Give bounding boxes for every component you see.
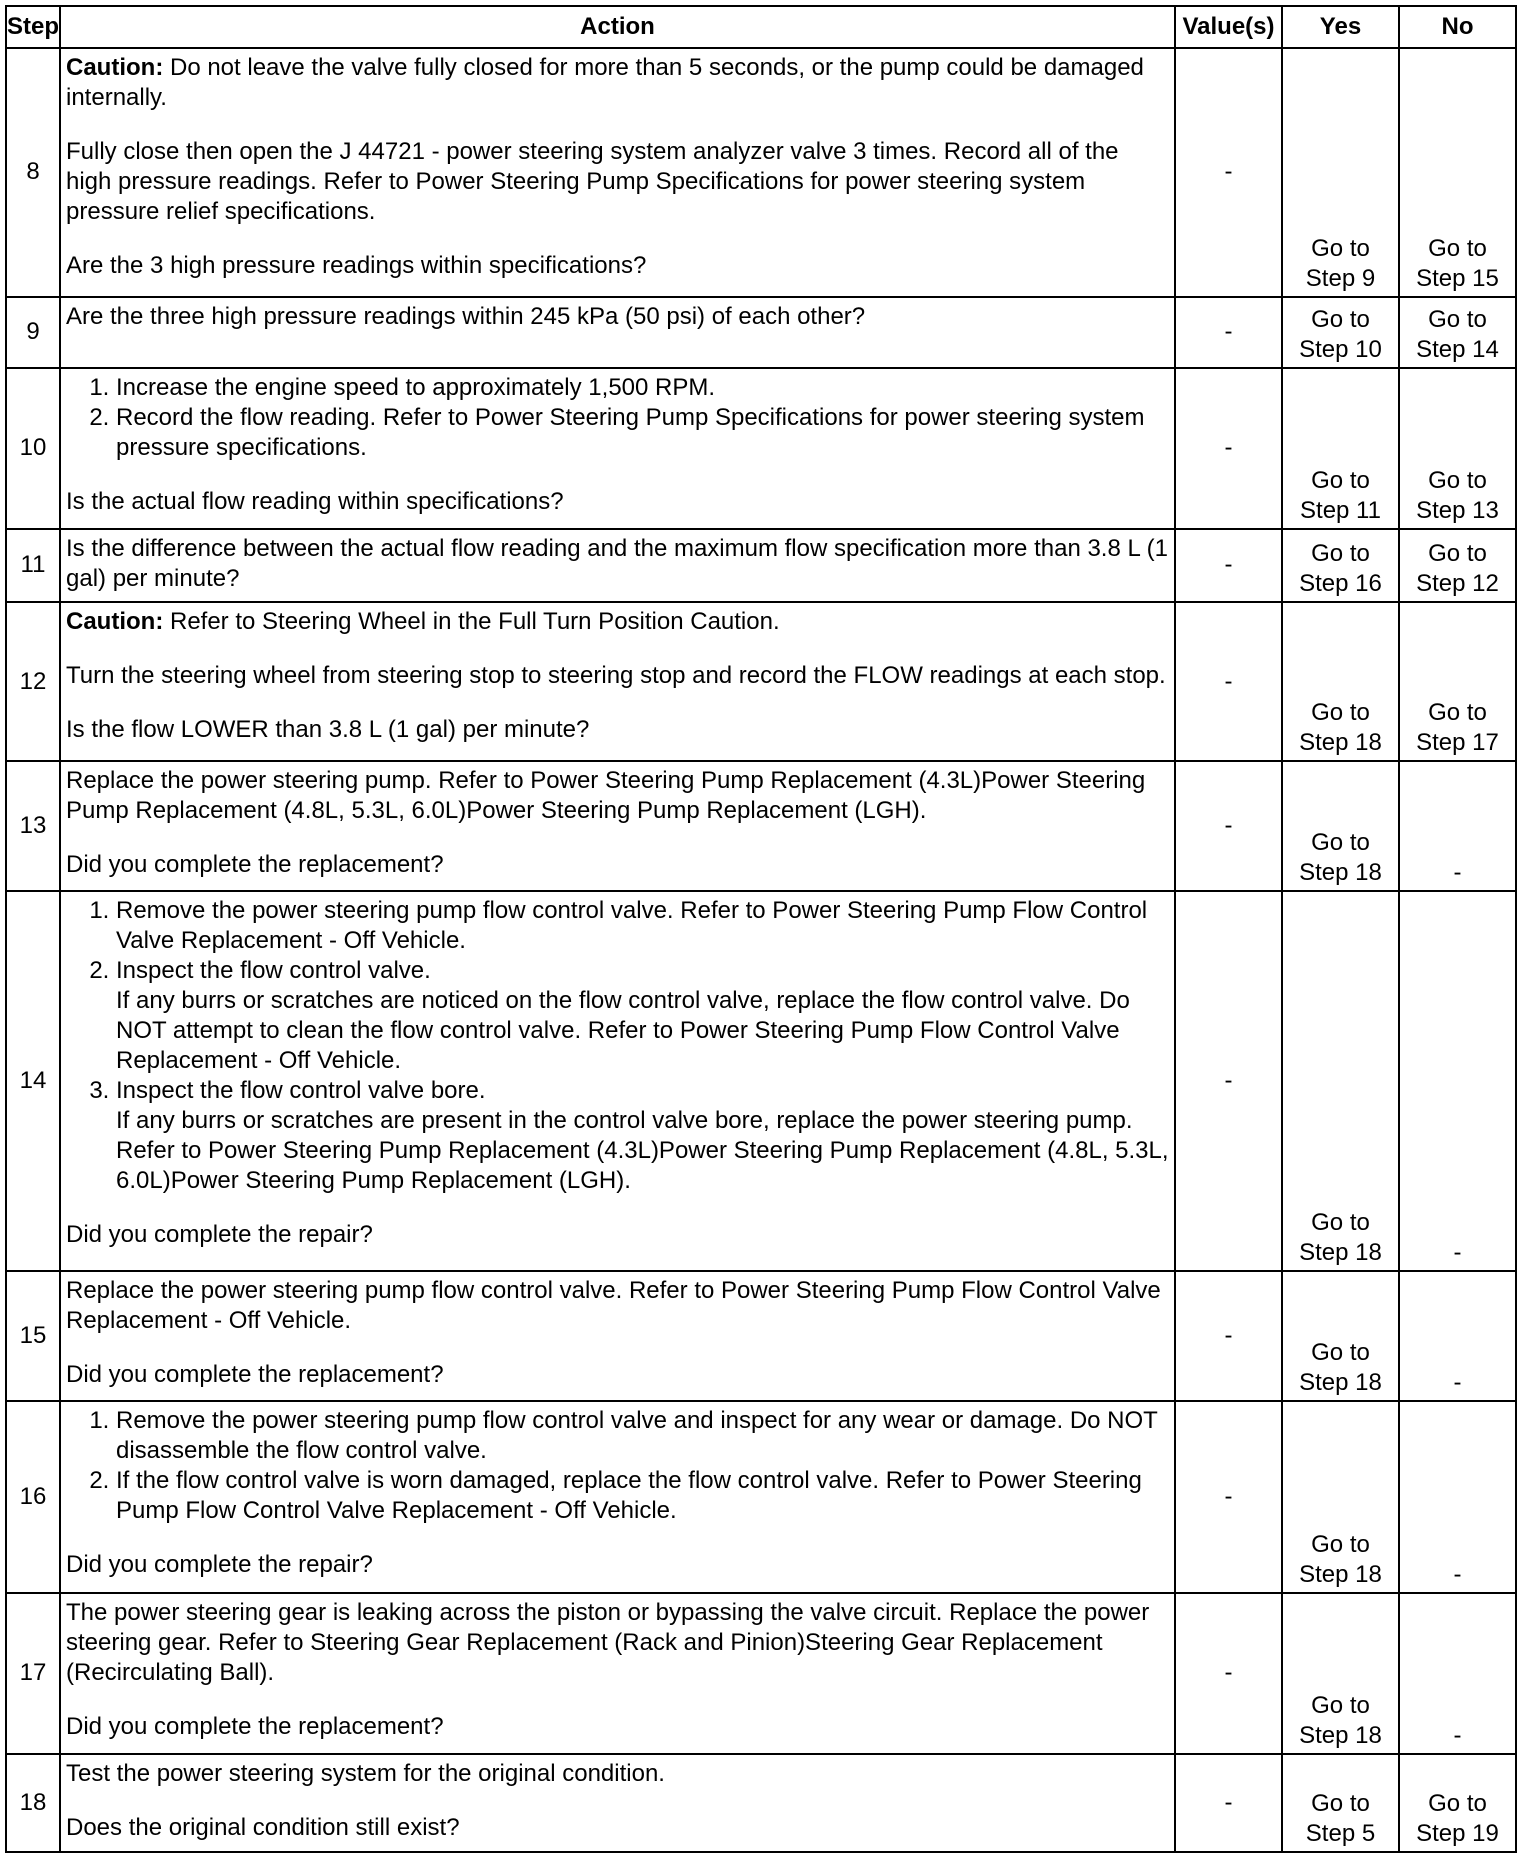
action-cell xyxy=(60,761,1175,891)
no-goto: - xyxy=(1453,1721,1462,1749)
value-cell: - xyxy=(1175,368,1282,529)
yes-goto: Step 16 xyxy=(1299,569,1382,597)
no-goto: Step 14 xyxy=(1416,335,1499,363)
action-cell xyxy=(60,1593,1175,1754)
no-cell xyxy=(1399,1593,1516,1754)
step-number: 18 xyxy=(6,1754,60,1852)
table-row xyxy=(6,297,1516,368)
yes-goto: Step 18 xyxy=(1299,1560,1382,1588)
table-row xyxy=(6,602,1516,762)
header-row xyxy=(6,6,1516,48)
yes-goto: Step 18 xyxy=(1299,1721,1382,1749)
step-number: 11 xyxy=(6,529,60,602)
action-question: Is the difference between the actual flow reading and the maximum flow specification more than 3.8 L (1 gal) per minute? xyxy=(66,534,1168,592)
no-goto: - xyxy=(1453,1368,1462,1396)
no-goto: Step 15 xyxy=(1416,264,1499,292)
action-text: Turn the steering wheel from steering stop to steering stop and record the FLOW readings at each stop. xyxy=(66,661,1166,689)
no-goto: - xyxy=(1453,1560,1462,1588)
no-goto: Go to xyxy=(1428,699,1487,727)
step-number: 8 xyxy=(6,48,60,297)
action-question: Are the 3 high pressure readings within specifications? xyxy=(66,252,647,279)
yes-goto: Step 18 xyxy=(1299,729,1382,757)
no-goto: Step 19 xyxy=(1416,1820,1499,1847)
value-cell: - xyxy=(1175,761,1282,891)
caution-text: Caution: Do not leave the valve fully closed for more than 5 seconds, or the pump could be damaged internally. xyxy=(66,54,1144,111)
no-goto: Step 13 xyxy=(1416,496,1499,524)
value-cell: - xyxy=(1175,891,1282,1271)
no-cell xyxy=(1399,368,1516,529)
yes-goto: Step 18 xyxy=(1299,1239,1382,1267)
yes-cell xyxy=(1282,368,1399,529)
caution-text: Caution: Refer to Steering Wheel in the Full Turn Position Caution. xyxy=(66,607,780,635)
value-cell: - xyxy=(1175,297,1282,368)
action-list-item: 2. Inspect the flow control valve. If any burrs or scratches are noticed on the flow control valve, replace the flow control valve. Do NOT attempt to clean the flow control valve. Refer to Power Steering Pump Flow Control Valve Replacement - Off Vehicle. xyxy=(116,956,1169,1076)
action-list xyxy=(66,1406,1169,1526)
no-cell xyxy=(1399,1401,1516,1593)
action-list-subtext: If any burrs or scratches are present in the control valve bore, replace the power steering pump. Refer to Power Steering Pump Replacement (4.3L)Power Steering Pump Replacement (4.8L, 5.3L, 6.0L)Power Steering Pump Replacement (LGH). xyxy=(116,1106,1169,1194)
table-row xyxy=(6,368,1516,529)
header-no: No xyxy=(1399,6,1516,48)
no-goto: - xyxy=(1453,858,1462,886)
yes-goto: Step 18 xyxy=(1299,858,1382,886)
yes-cell xyxy=(1282,1401,1399,1593)
no-goto: Go to xyxy=(1428,1790,1487,1817)
action-question: Does the original condition still exist? xyxy=(66,1813,460,1841)
yes-cell xyxy=(1282,1271,1399,1401)
action-cell xyxy=(60,891,1175,1271)
yes-goto: Go to xyxy=(1311,234,1370,262)
yes-goto: Go to xyxy=(1311,1530,1370,1558)
yes-goto: Step 11 xyxy=(1300,496,1381,524)
yes-goto: Go to xyxy=(1311,466,1370,494)
no-cell xyxy=(1399,529,1516,602)
yes-cell xyxy=(1282,761,1399,891)
step-number: 16 xyxy=(6,1401,60,1593)
step-number: 13 xyxy=(6,761,60,891)
action-cell xyxy=(60,48,1175,297)
table-row xyxy=(6,529,1516,602)
action-cell xyxy=(60,1401,1175,1593)
action-cell xyxy=(60,1271,1175,1401)
step-number: 9 xyxy=(6,297,60,368)
action-text: Fully close then open the J 44721 - power steering system analyzer valve 3 times. Record all of the high pressure readings. Refer to Power Steering Pump Specifications for power steering system pressure relief specifications. xyxy=(66,138,1119,225)
yes-goto: Step 5 xyxy=(1305,1820,1376,1847)
yes-cell xyxy=(1282,891,1399,1271)
no-goto: Go to xyxy=(1428,234,1487,262)
yes-goto: Step 9 xyxy=(1305,264,1376,292)
action-cell xyxy=(60,368,1175,529)
value-cell: - xyxy=(1175,1754,1282,1852)
action-question: Did you complete the replacement? xyxy=(66,851,444,879)
action-list-subtext: If any burrs or scratches are noticed on the flow control valve, replace the flow control valve. Do NOT attempt to clean the flow control valve. Refer to Power Steering Pump Flow Control Valve Replacement - Off Vehicle. xyxy=(116,986,1130,1074)
yes-goto: Go to xyxy=(1311,1338,1370,1366)
value-cell: - xyxy=(1175,1401,1282,1593)
action-list-item: 1. Remove the power steering pump flow control valve and inspect for any wear or damage. Do NOT disassemble the flow control valve. xyxy=(116,1406,1169,1466)
header-action: Action xyxy=(60,6,1175,48)
action-question: Is the flow LOWER than 3.8 L (1 gal) per minute? xyxy=(66,715,590,743)
action-cell xyxy=(60,297,1175,368)
action-text: The power steering gear is leaking across the piston or bypassing the valve circuit. Replace the power steering gear. Refer to Steering Gear Replacement (Rack and Pinion)Steering Gear Replacement (Recirculating Ball). xyxy=(66,1598,1150,1686)
table-row xyxy=(6,891,1516,1271)
no-cell xyxy=(1399,48,1516,297)
action-question: Is the actual flow reading within specifications? xyxy=(66,487,564,515)
action-text: Replace the power steering pump flow control valve. Refer to Power Steering Pump Flow Control Valve Replacement - Off Vehicle. xyxy=(66,1277,1161,1335)
action-cell xyxy=(60,602,1175,762)
diagnostic-table xyxy=(5,5,1517,1853)
table-row xyxy=(6,1593,1516,1754)
no-goto: Go to xyxy=(1428,305,1487,333)
action-list-item: 2. If the flow control valve is worn damaged, replace the flow control valve. Refer to Power Steering Pump Flow Control Valve Replacement - Off Vehicle. xyxy=(116,1466,1169,1526)
yes-goto: Go to xyxy=(1311,699,1370,727)
table-row xyxy=(6,1271,1516,1401)
yes-cell xyxy=(1282,1593,1399,1754)
yes-cell xyxy=(1282,529,1399,602)
table-row xyxy=(6,1401,1516,1593)
action-cell xyxy=(60,1754,1175,1852)
action-question: Did you complete the replacement? xyxy=(66,1361,444,1389)
step-number: 15 xyxy=(6,1271,60,1401)
action-text: Test the power steering system for the original condition. xyxy=(66,1759,665,1787)
yes-goto: Go to xyxy=(1311,828,1370,856)
step-number: 14 xyxy=(6,891,60,1271)
value-cell: - xyxy=(1175,529,1282,602)
action-list-item: 3. Inspect the flow control valve bore. If any burrs or scratches are present in the control valve bore, replace the power steering pump. Refer to Power Steering Pump Replacement (4.3L)Power Steering Pump Replacement (4.8L, 5.3L, 6.0L)Power Steering Pump Replacement (LGH). xyxy=(116,1076,1169,1196)
no-goto: Go to xyxy=(1428,539,1487,567)
action-question: Did you complete the repair? xyxy=(66,1220,373,1248)
caution-label: Caution: xyxy=(66,54,164,81)
no-cell xyxy=(1399,891,1516,1271)
step-number: 10 xyxy=(6,368,60,529)
step-number: 17 xyxy=(6,1593,60,1754)
value-cell: - xyxy=(1175,1271,1282,1401)
no-cell xyxy=(1399,1271,1516,1401)
action-list-item: 1. Remove the power steering pump flow control valve. Refer to Power Steering Pump Flow Control Valve Replacement - Off Vehicle. xyxy=(116,896,1169,956)
action-question: Are the three high pressure readings within 245 kPa (50 psi) of each other? xyxy=(66,302,866,330)
yes-cell xyxy=(1282,297,1399,368)
yes-goto: Go to xyxy=(1311,1209,1370,1237)
action-cell xyxy=(60,529,1175,602)
action-text: Replace the power steering pump. Refer to Power Steering Pump Replacement (4.3L)Power Steering Pump Replacement (4.8L, 5.3L, 6.0L)Power Steering Pump Replacement (LGH). xyxy=(66,767,1146,825)
yes-cell xyxy=(1282,48,1399,297)
table-row xyxy=(6,1754,1516,1852)
no-goto: Go to xyxy=(1428,466,1487,494)
no-cell xyxy=(1399,1754,1516,1852)
caution-label: Caution: xyxy=(66,607,164,635)
value-cell: - xyxy=(1175,1593,1282,1754)
header-yes: Yes xyxy=(1282,6,1399,48)
yes-goto: Step 18 xyxy=(1299,1368,1382,1396)
table-row xyxy=(6,761,1516,891)
header-values: Value(s) xyxy=(1175,6,1282,48)
no-cell xyxy=(1399,761,1516,891)
table-row xyxy=(6,48,1516,297)
action-list-item: 1. Increase the engine speed to approximately 1,500 RPM. xyxy=(116,373,1169,403)
no-goto: - xyxy=(1453,1239,1462,1267)
yes-cell xyxy=(1282,602,1399,762)
action-question: Did you complete the replacement? xyxy=(66,1712,444,1740)
no-cell xyxy=(1399,297,1516,368)
value-cell: - xyxy=(1175,48,1282,297)
value-cell: - xyxy=(1175,602,1282,762)
yes-goto: Go to xyxy=(1311,539,1370,567)
action-question: Did you complete the repair? xyxy=(66,1550,373,1578)
no-cell xyxy=(1399,602,1516,762)
yes-goto: Step 10 xyxy=(1299,335,1382,363)
yes-goto: Go to xyxy=(1311,1790,1370,1817)
no-goto: Step 17 xyxy=(1416,729,1499,757)
no-goto: Step 12 xyxy=(1416,569,1499,597)
header-step: Step xyxy=(6,6,60,48)
action-list xyxy=(66,896,1169,1196)
yes-goto: Go to xyxy=(1311,305,1370,333)
action-list xyxy=(66,373,1169,463)
yes-goto: Go to xyxy=(1311,1691,1370,1719)
step-number: 12 xyxy=(6,602,60,762)
action-list-item: 2. Record the flow reading. Refer to Power Steering Pump Specifications for power steering system pressure specifications. xyxy=(116,403,1169,463)
yes-cell xyxy=(1282,1754,1399,1852)
